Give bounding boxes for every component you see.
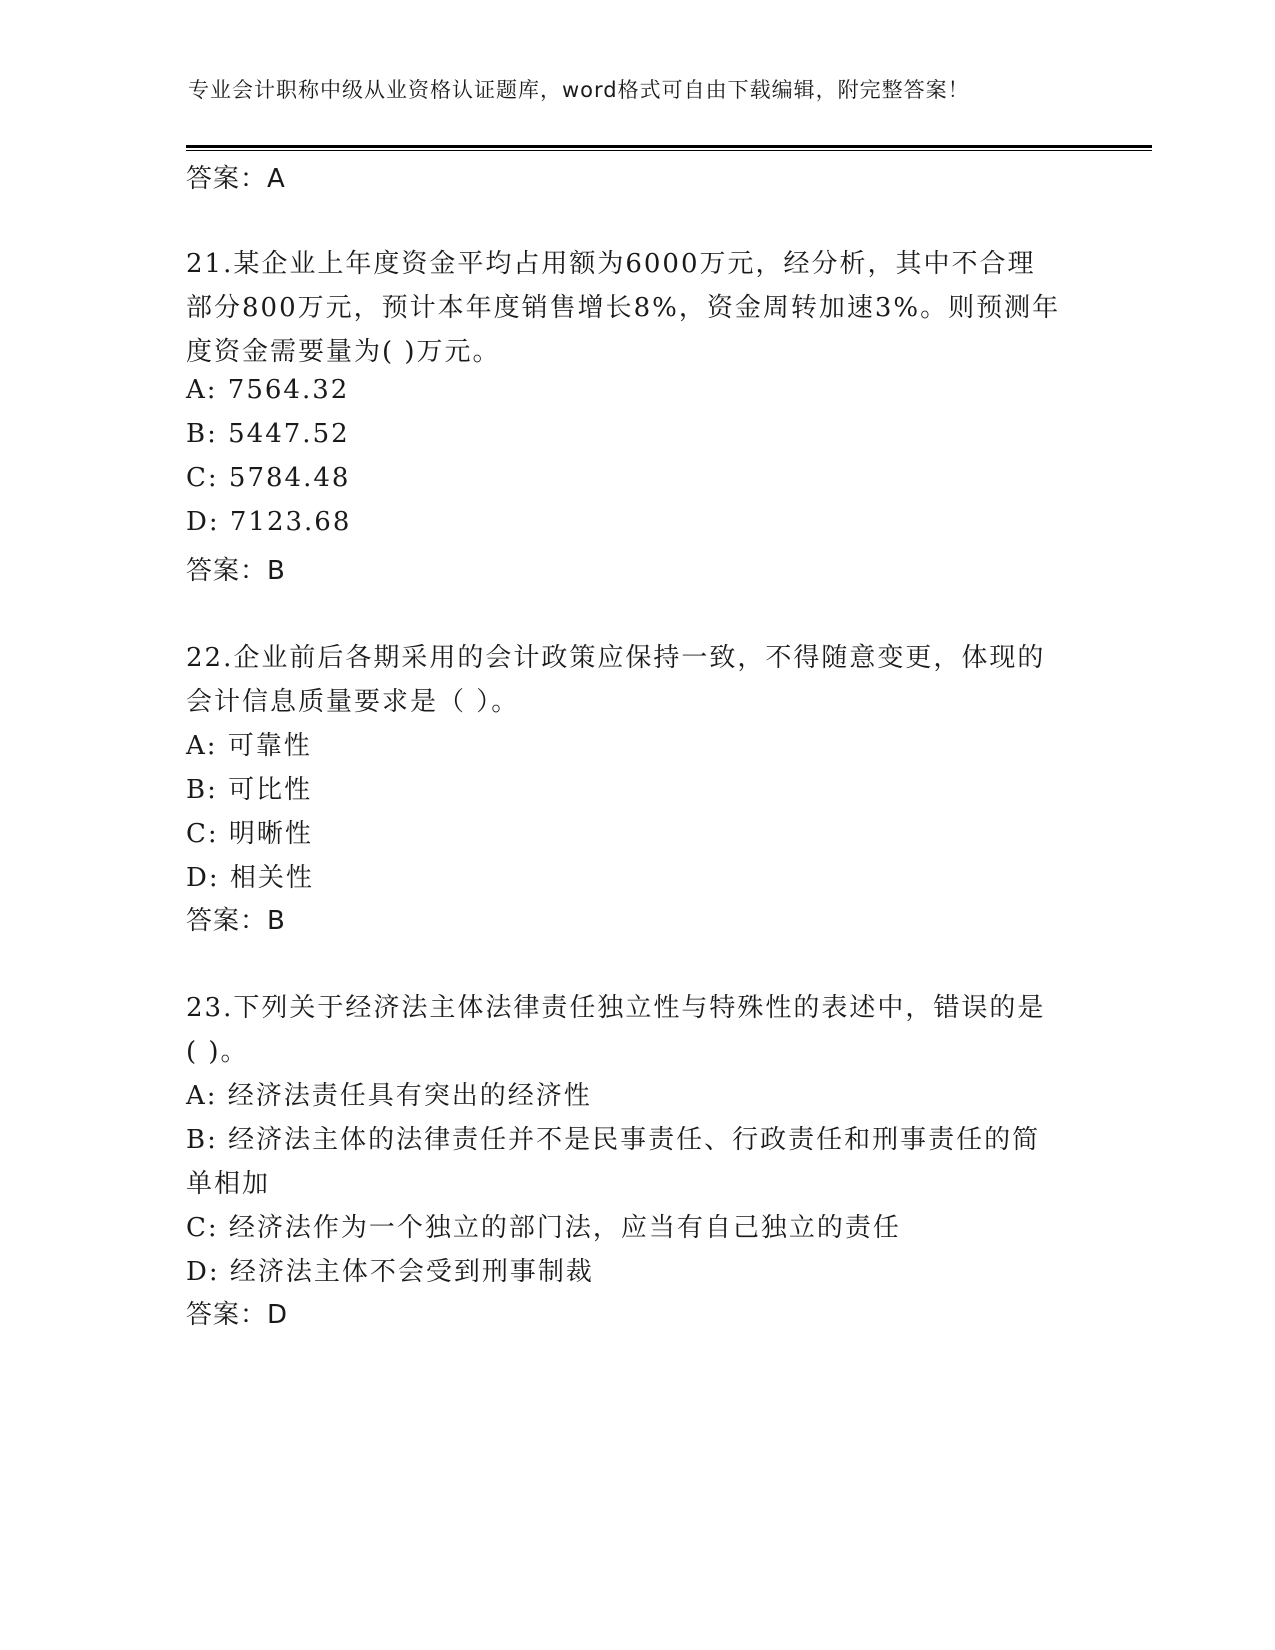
question-stem-line: 22.企业前后各期采用的会计政策应保持一致，不得随意变更，体现的 [186,643,1046,673]
option-a: A: 7564.32 [186,375,350,405]
option-c: C: 明晰性 [186,819,313,849]
answer: 答案：D [186,1300,289,1330]
previous-answer: 答案：A [186,164,286,194]
option-c: C: 经济法作为一个独立的部门法，应当有自己独立的责任 [186,1213,901,1243]
option-b: B: 经济法主体的法律责任并不是民事责任、行政责任和刑事责任的简 [186,1125,1041,1155]
option-a: A: 可靠性 [186,731,312,761]
question-stem-line: 23.下列关于经济法主体法律责任独立性与特殊性的表述中，错误的是 [186,993,1046,1023]
option-b-continued: 单相加 [186,1169,271,1199]
question-stem-line: 度资金需要量为( )万元。 [186,337,501,367]
option-b: B: 可比性 [186,775,313,805]
header-title: 专业会计职称中级从业资格认证题库，word格式可自由下载编辑，附完整答案！ [188,78,970,102]
question-stem-line: 21.某企业上年度资金平均占用额为6000万元，经分析，其中不合理 [186,249,1036,279]
option-a: A: 经济法责任具有突出的经济性 [186,1081,592,1111]
option-d: D: 经济法主体不会受到刑事制裁 [186,1257,594,1287]
answer: 答案：B [186,906,286,936]
option-c: C: 5784.48 [186,463,351,493]
question-stem-line: ( )。 [186,1037,249,1067]
option-d: D: 7123.68 [186,507,352,537]
option-d: D: 相关性 [186,863,314,893]
question-stem-line: 会计信息质量要求是（ ）。 [186,687,520,717]
header-divider-thin [186,150,1152,151]
question-stem-line: 部分800万元，预计本年度销售增长8%，资金周转加速3%。则预测年 [186,293,1061,323]
answer: 答案：B [186,556,286,586]
option-b: B: 5447.52 [186,419,350,449]
header-divider [186,145,1152,148]
